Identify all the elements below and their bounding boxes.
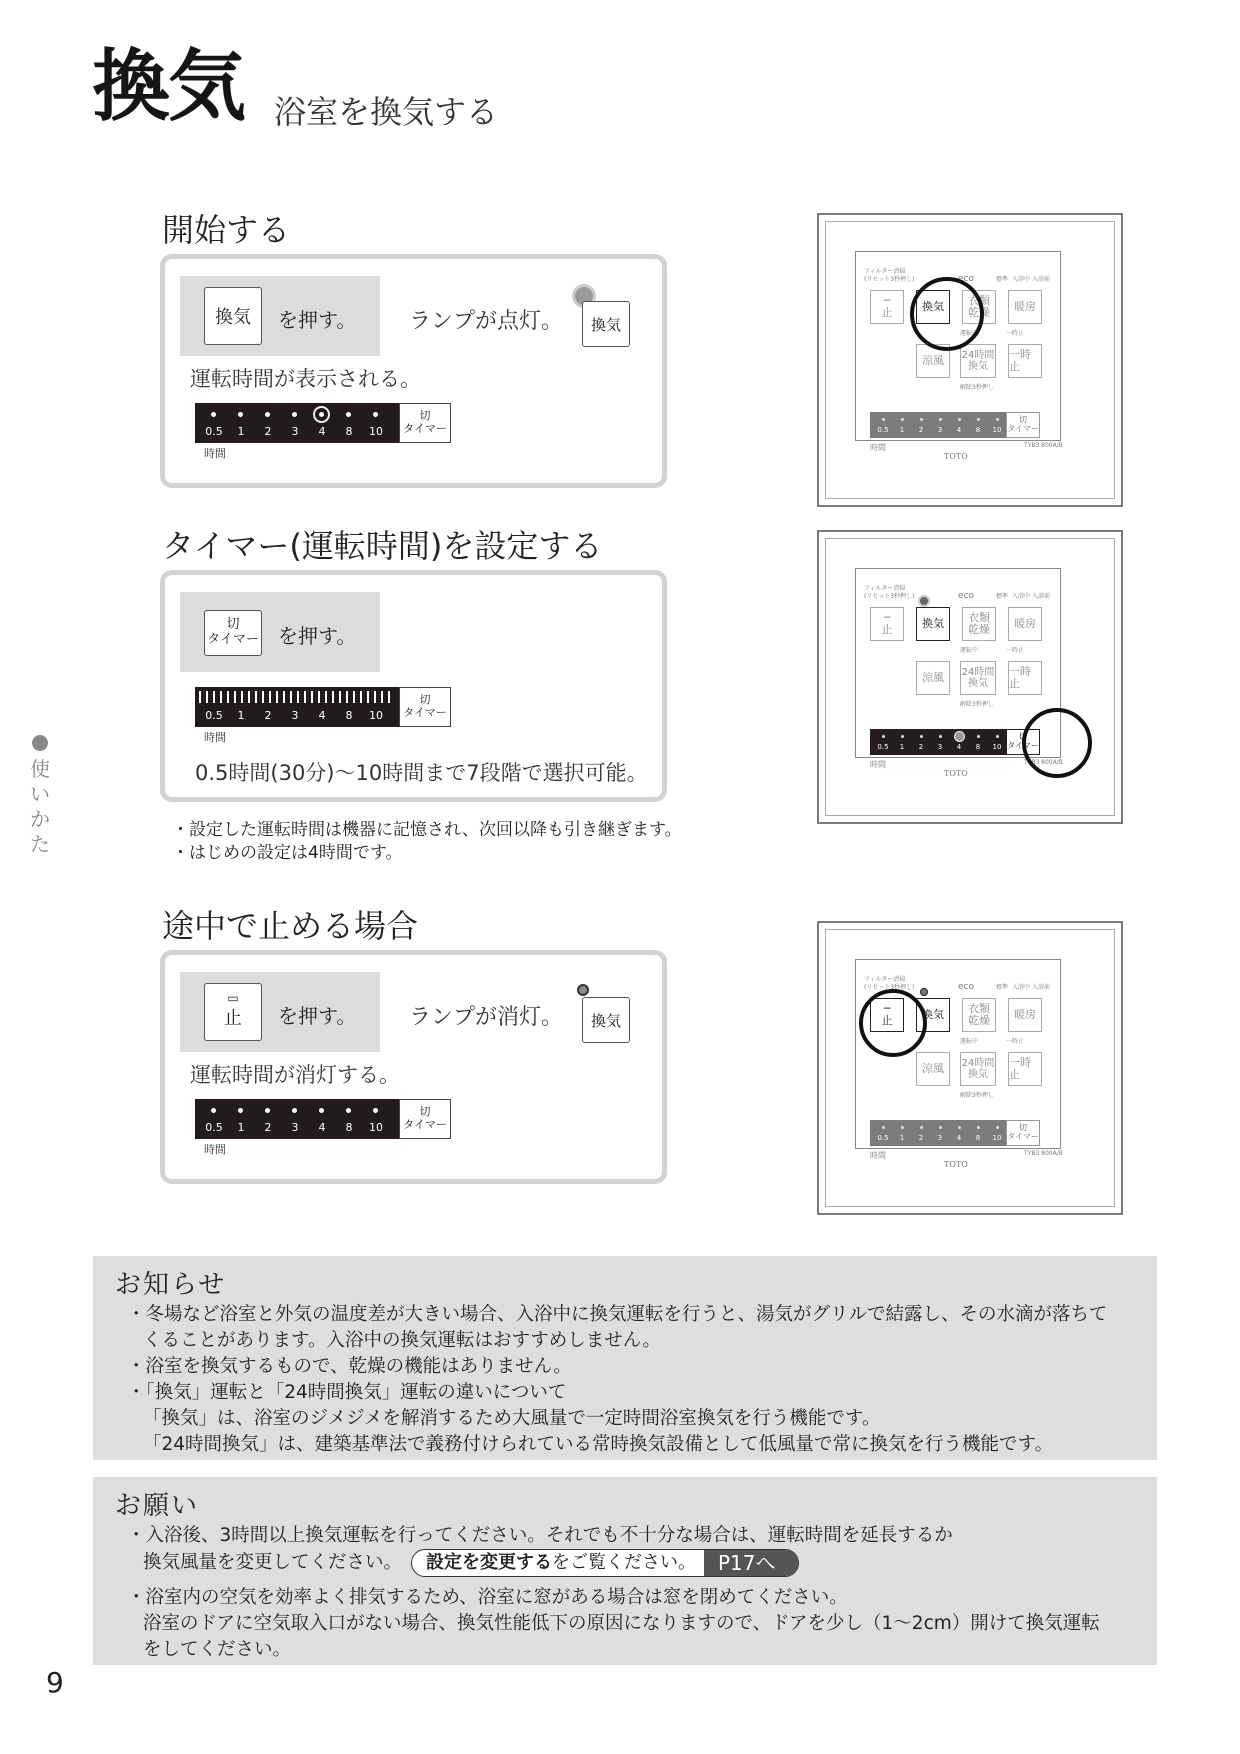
page-ref-arrow: P17へ xyxy=(704,1550,798,1576)
section-title-timer: タイマー(運転時間)を設定する xyxy=(162,527,603,565)
timer-key-icon: 切 タイマー xyxy=(399,1099,451,1139)
timer-strip-bar: 0.5 1 2 3 4 8 10 xyxy=(195,403,400,443)
settings-page-link[interactable]: 設定を変更するをご覧ください。 P17へ xyxy=(411,1549,799,1577)
highlight-circle-timer xyxy=(1022,708,1092,778)
timer-key-icon: 切 タイマー xyxy=(399,403,451,443)
request-line: ・浴室内の空気を効率よく排気するため、浴室に窓がある場合は窓を閉めてください。 xyxy=(127,1587,848,1608)
notice-box xyxy=(93,1256,1157,1460)
highlight-circle-kanki xyxy=(910,277,984,351)
timer-note: ・はじめの設定は4時間です。 xyxy=(172,843,403,863)
timer-strip-bar: 0.5 1 2 3 4 8 10 xyxy=(195,687,400,727)
tome-key-icon: ▭ 止 xyxy=(204,983,262,1041)
info-text: 運転時間が消灯する。 xyxy=(190,1063,400,1087)
request-title: お願い xyxy=(115,1491,200,1521)
timer-strip-bar: 0.5 1 2 3 4 8 10 xyxy=(195,1099,400,1139)
request-line: をしてください。 xyxy=(143,1639,292,1660)
step-box-timer xyxy=(160,570,667,802)
request-line: 浴室のドアに空気取入口がない場合、換気性能低下の原因になりますので、ドアを少し（1〜2cm）開けて換気運転 xyxy=(143,1613,1100,1634)
lamp-status: ランプが点灯。 xyxy=(409,309,564,334)
step-box-start xyxy=(160,254,667,488)
timer-strip: 0.5 1 2 3 4 8 10 切 タイマー 時間 xyxy=(195,687,452,727)
lamp-status: ランプが消灯。 xyxy=(409,1005,564,1030)
page-title: 換気 xyxy=(92,42,245,132)
notice-line: 「換気」は、浴室のジメジメを解消するため大風量で一定時間浴室換気を行う機能です。 xyxy=(143,1408,881,1429)
device-panel-start: フィルター清掃 (リセット3秒押し) eco 標準 入浴中 入浴前 ─ 止 換気 衣類 乾燥 暖房 運転中 一時止 涼風 24時間 換気 一時止 解除3秒押し 0.5 1 2 3 4 8 10 切 タイマー 時間 TYB3 800A/B TOTO xyxy=(817,213,1123,507)
side-index-label: 使いかた xyxy=(30,757,50,856)
notice-title: お知らせ xyxy=(115,1270,227,1300)
timer-strip: 0.5 1 2 3 4 8 10 切 タイマー 時間 xyxy=(195,1099,452,1139)
notice-line: ・「換気」運転と「24時間換気」運転の違いについて xyxy=(127,1382,567,1403)
page-subtitle: 浴室を換気する xyxy=(274,93,499,131)
request-box xyxy=(93,1477,1157,1665)
section-title-start: 開始する xyxy=(162,211,291,249)
kanki-key-lit-icon: 換気 xyxy=(582,301,630,347)
active-lamp-icon xyxy=(313,406,330,423)
press-area xyxy=(180,972,380,1052)
press-instruction: を押す。 xyxy=(278,624,357,648)
timer-strip: 0.5 1 2 3 4 8 10 切 タイマー 時間 xyxy=(195,403,452,443)
notice-line: 「24時間換気」は、建築基準法で義務付けられている常時換気設備として低風量で常に換気を行う機能です。 xyxy=(143,1434,1054,1455)
press-area xyxy=(180,592,380,672)
lamp-off-icon xyxy=(577,984,589,996)
info-text: 0.5時間(30分)〜10時間まで7段階で選択可能。 xyxy=(195,761,648,785)
info-text: 運転時間が表示される。 xyxy=(190,367,421,391)
timer-note: ・設定した運転時間は機器に記憶され、次回以降も引き継ぎます。 xyxy=(172,820,682,840)
highlight-circle-tome xyxy=(859,989,927,1057)
side-index[interactable] xyxy=(30,735,50,857)
kanki-key-icon: 換気 xyxy=(204,287,262,345)
device-panel-timer: フィルター清掃 (リセット3秒押し) eco 標準 入浴中 入浴前 ─ 止 換気 衣類 乾燥 暖房 運転中 一時止 涼風 24時間 換気 一時止 解除3秒押し 0.5 1 2 3 4 8 10 切 タイマー 時間 TYB3 800A/B TOTO xyxy=(817,530,1123,824)
press-instruction: を押す。 xyxy=(278,1004,357,1028)
notice-line: ・浴室を換気するもので、乾燥の機能はありません。 xyxy=(127,1356,572,1377)
bullet-icon xyxy=(32,735,48,751)
timer-cycling-marks xyxy=(199,691,395,703)
step-box-stop xyxy=(160,950,667,1184)
page-number: 9 xyxy=(46,1666,64,1699)
device-panel-stop: フィルター清掃 (リセット3秒押し) eco 標準 入浴中 入浴前 ─ 止 換気 衣類 乾燥 暖房 運転中 一時止 涼風 24時間 換気 一時止 解除3秒押し 0.5 1 2 3 4 8 10 切 タイマー 時間 TYB3 800A/B TOTO xyxy=(817,921,1123,1215)
request-line: ・入浴後、3時間以上換気運転を行ってください。それでも不十分な場合は、運転時間を延長するか xyxy=(127,1525,953,1546)
timer-key-icon: 切 タイマー xyxy=(399,687,451,727)
timer-key-icon: 切 タイマー xyxy=(204,610,262,656)
kanki-key-icon: 換気 xyxy=(582,997,630,1043)
notice-line: ・冬場など浴室と外気の温度差が大きい場合、入浴中に換気運転を行うと、湯気がグリルで結露し、その水滴が落ちて xyxy=(127,1304,1108,1325)
notice-line: くることがあります。入浴中の換気運転はおすすめしません。 xyxy=(143,1330,661,1351)
request-line: 換気風量を変更してください。 xyxy=(143,1552,403,1573)
section-title-stop: 途中で止める場合 xyxy=(162,907,419,945)
press-area xyxy=(180,276,380,356)
press-instruction: を押す。 xyxy=(278,308,357,332)
